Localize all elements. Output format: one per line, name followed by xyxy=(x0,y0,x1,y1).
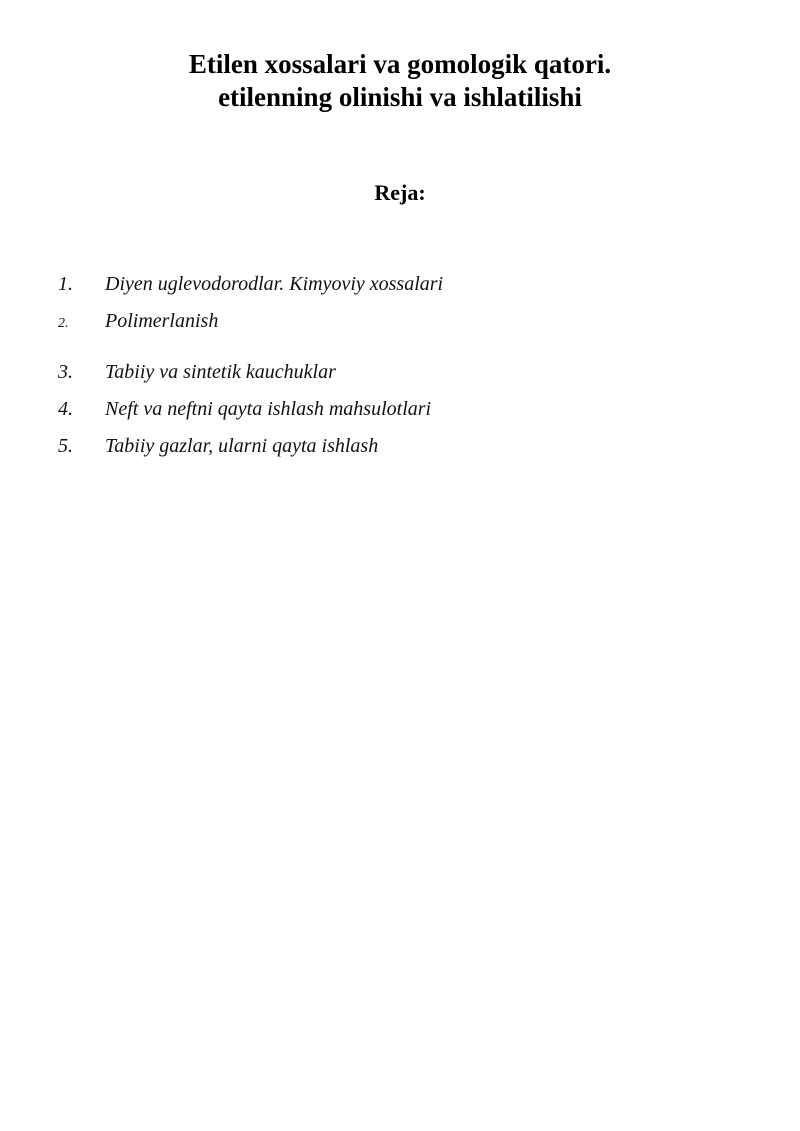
plan-item-text: Diyen uglevodorodlar. Kimyoviy xossalari xyxy=(105,273,444,295)
plan-item-number: 1. xyxy=(58,273,73,295)
plan-item-text: Tabiiy va sintetik kauchuklar xyxy=(105,361,336,383)
title-line-2: etilenning olinishi va ishlatilishi xyxy=(218,82,582,112)
plan-heading: Reja: xyxy=(374,180,426,205)
plan-item-number: 2. xyxy=(58,316,69,331)
plan-item-number: 5. xyxy=(58,435,73,457)
plan-item-text: Neft va neftni qayta ishlash mahsulotlari xyxy=(105,398,432,420)
title-line-1: Etilen xossalari va gomologik qatori. xyxy=(188,49,612,79)
plan-item-number: 3. xyxy=(58,361,73,383)
plan-item-number: 4. xyxy=(58,398,73,420)
plan-item-text: Polimerlanish xyxy=(105,310,219,332)
plan-item-text: Tabiiy gazlar, ularni qayta ishlash xyxy=(105,435,379,457)
